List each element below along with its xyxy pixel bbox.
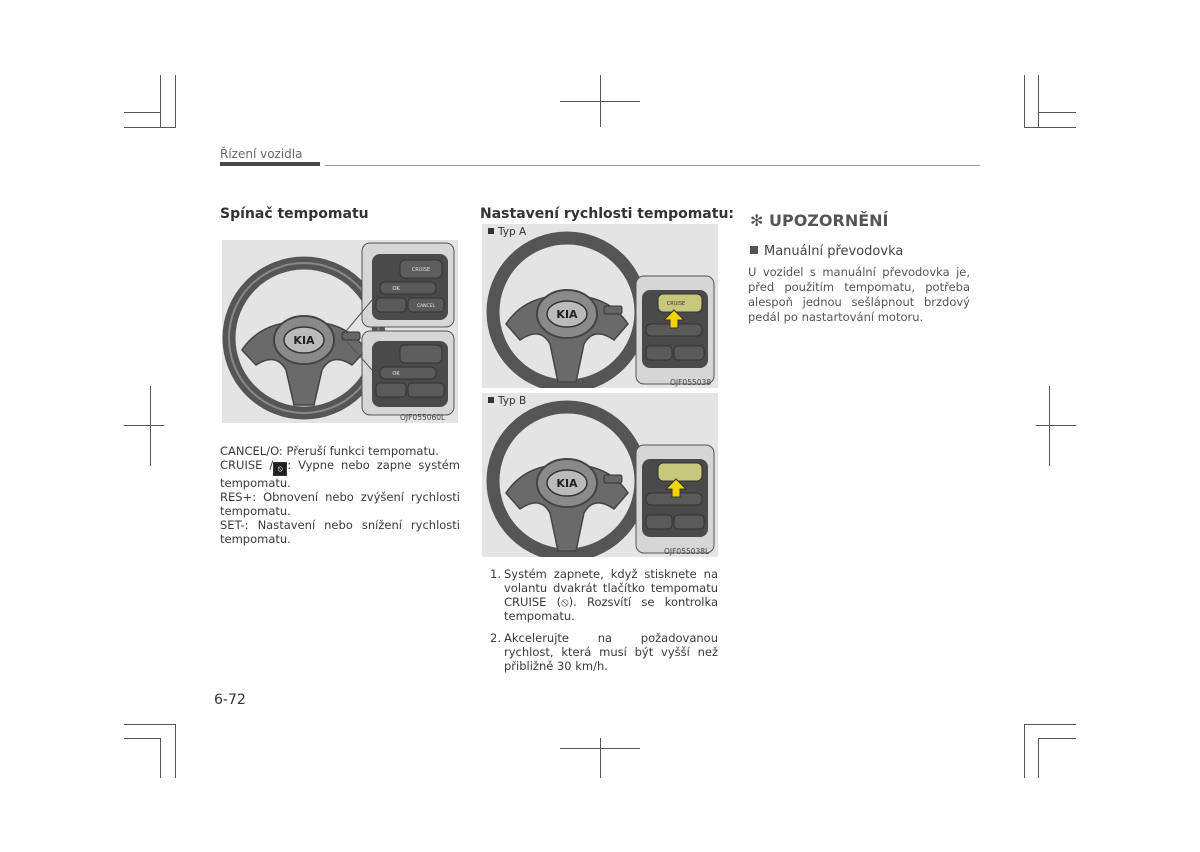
section-header: Řízení vozidla [220,147,303,161]
warning-text: U vozidel s manuální převodovka je, před použitím tempomatu, potřeba alespoň jednou sešlápnout brzdový pedál po nastartování motoru. [748,265,970,324]
header-rule [325,165,980,166]
line-set: SET-: Nastavení nebo snížení rychlosti tempomatu. [220,518,461,546]
line-cancel: CANCEL/O: Přeruší funkci tempomatu. [220,444,439,458]
svg-text:KIA: KIA [556,308,578,321]
page-number: 6-72 [214,692,246,708]
warning-subheading: Manuální převodovka [750,244,903,259]
typ-a-figure [482,224,718,388]
svg-text:KIA: KIA [293,334,315,347]
step-1: 1. Systém zapnete, když stisknete na volantu dvakrát tlačítko tempomatu CRUISE (⦸). Rozsvítí se kontrolka tempomatu. [490,567,718,623]
square-bullet-icon [750,246,758,254]
typ-b-figure [482,393,718,557]
line-cruise: CRUISE / ⦸ : Vypne nebo zapne systém tempomatu. [220,458,460,490]
typ-a-code: OJF055038 [670,378,712,387]
typ-b-label: Typ B [488,395,526,407]
svg-text:CRUISE: CRUISE [411,267,431,273]
asterisk-icon: ✻ [750,211,764,230]
left-heading: Spínač tempomatu [220,206,369,222]
typ-b-code: OJF055038L [664,547,710,556]
svg-text:OK: OK [392,371,400,377]
svg-text:OK: OK [392,286,400,292]
typ-a-label: Typ A [488,226,526,238]
steering-wheel-b-illustration [482,393,718,557]
left-body [220,444,460,546]
steering-wheel-illustration [222,240,458,423]
warning-title: ✻ UPOZORNĚNÍ [750,211,889,230]
steps-list [490,567,718,681]
steering-switch-figure [222,240,458,423]
header-bar [220,162,320,166]
step-2: 2. Akcelerujte na požadovanou rychlost, která musí být vyšší než přibližně 30 km/h. [490,631,718,673]
cruise-icon: ⦸ [273,462,287,476]
svg-text:CRUISE: CRUISE [666,301,686,307]
svg-text:KIA: KIA [556,477,578,490]
svg-text:CANCEL: CANCEL [416,304,436,309]
middle-heading: Nastavení rychlosti tempomatu: [480,206,735,222]
steering-wheel-a-illustration [482,224,718,388]
figure-code: OJF055060L [400,413,446,422]
cruise-icon: ⦸ [561,595,569,609]
line-res: RES+: Obnovení nebo zvýšení rychlosti tempomatu. [220,490,460,518]
